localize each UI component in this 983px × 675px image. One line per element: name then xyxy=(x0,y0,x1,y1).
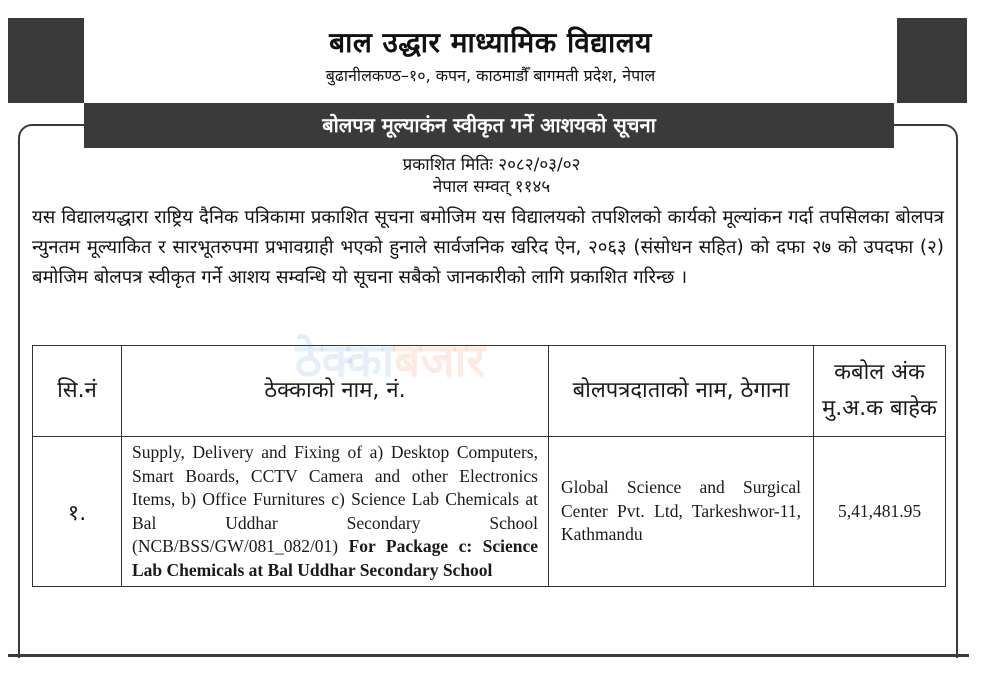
header-bidder: बोलपत्रदाताको नाम, ठेगाना xyxy=(549,346,814,437)
header-bid-amount: कबोल अंक मु.अ.क बाहेक xyxy=(814,346,946,437)
contract-description: Supply, Delivery and Fixing of a) Desktop Computers, Smart Boards, CCTV Camera and other Electronics Items, b) Office Furnitures c) Science Lab Chemicals at Bal Uddhar Secondary School (NCB/BSS/GW/081_082/01) xyxy=(132,442,538,556)
notice-body: यस विद्यालयद्धारा राष्ट्रिय दैनिक पत्रिकामा प्रकाशित सूचना बमोजिम यस विद्यालयको तपशिलको कार्यको मूल्यांकन गर्दा तपसिलका बोलपत्र न्युनतम मूल्याकित र सारभूतरुपमा प्रभावग्राही भएको हुनाले सार्वजनिक खरिद ऐन, २०६३ (संसोधन सहित) को दफा २७ को उपदफा (२) बमोजिम बोलपत्र स्वीकृत गर्ने आशय सम्वन्धि यो सूचना सबैको जानकारीको लागि प्रकाशित गरिन्छ । xyxy=(32,207,944,288)
bid-table xyxy=(32,345,946,587)
school-name: बाल उद्धार माध्यामिक विद्यालय xyxy=(329,26,652,59)
row-bid-amount: 5,41,481.95 xyxy=(814,437,946,587)
nepal-samvat-year: नेपाल सम्वत् ११४५ xyxy=(432,177,551,197)
watermark-part-2: बजार xyxy=(394,333,486,387)
bottom-rule xyxy=(8,654,969,657)
row-serial-number: १. xyxy=(33,437,122,587)
notice-title-bar xyxy=(8,103,967,148)
watermark-part-1: ठेक्का xyxy=(295,333,395,387)
contract-package: For Package c: Science Lab Chemicals at Bal Uddhar Secondary School xyxy=(132,536,539,580)
table-header-row xyxy=(33,346,946,437)
row-bidder: Global Science and Surgical Center Pvt. Ltd, Tarkeshwor-11, Kathmandu xyxy=(549,437,814,587)
published-date: प्रकाशित मितिः २०८२/०३/०२ xyxy=(402,155,581,175)
header-contract-name: ठेक्काको नाम, नं. xyxy=(122,346,549,437)
header-corner-right xyxy=(897,18,967,103)
table-row xyxy=(33,437,946,587)
header-corner-left xyxy=(8,18,84,103)
school-address: बुढानीलकण्ठ–१०, कपन, काठमाडौँ बागमती प्रदेश, नेपाल xyxy=(325,66,656,85)
header-serial-number: सि.नं xyxy=(33,346,122,437)
notice-title: बोलपत्र मूल्याकंन स्वीकृत गर्ने आशयको सूचना xyxy=(322,113,656,137)
row-contract-name xyxy=(122,437,549,587)
